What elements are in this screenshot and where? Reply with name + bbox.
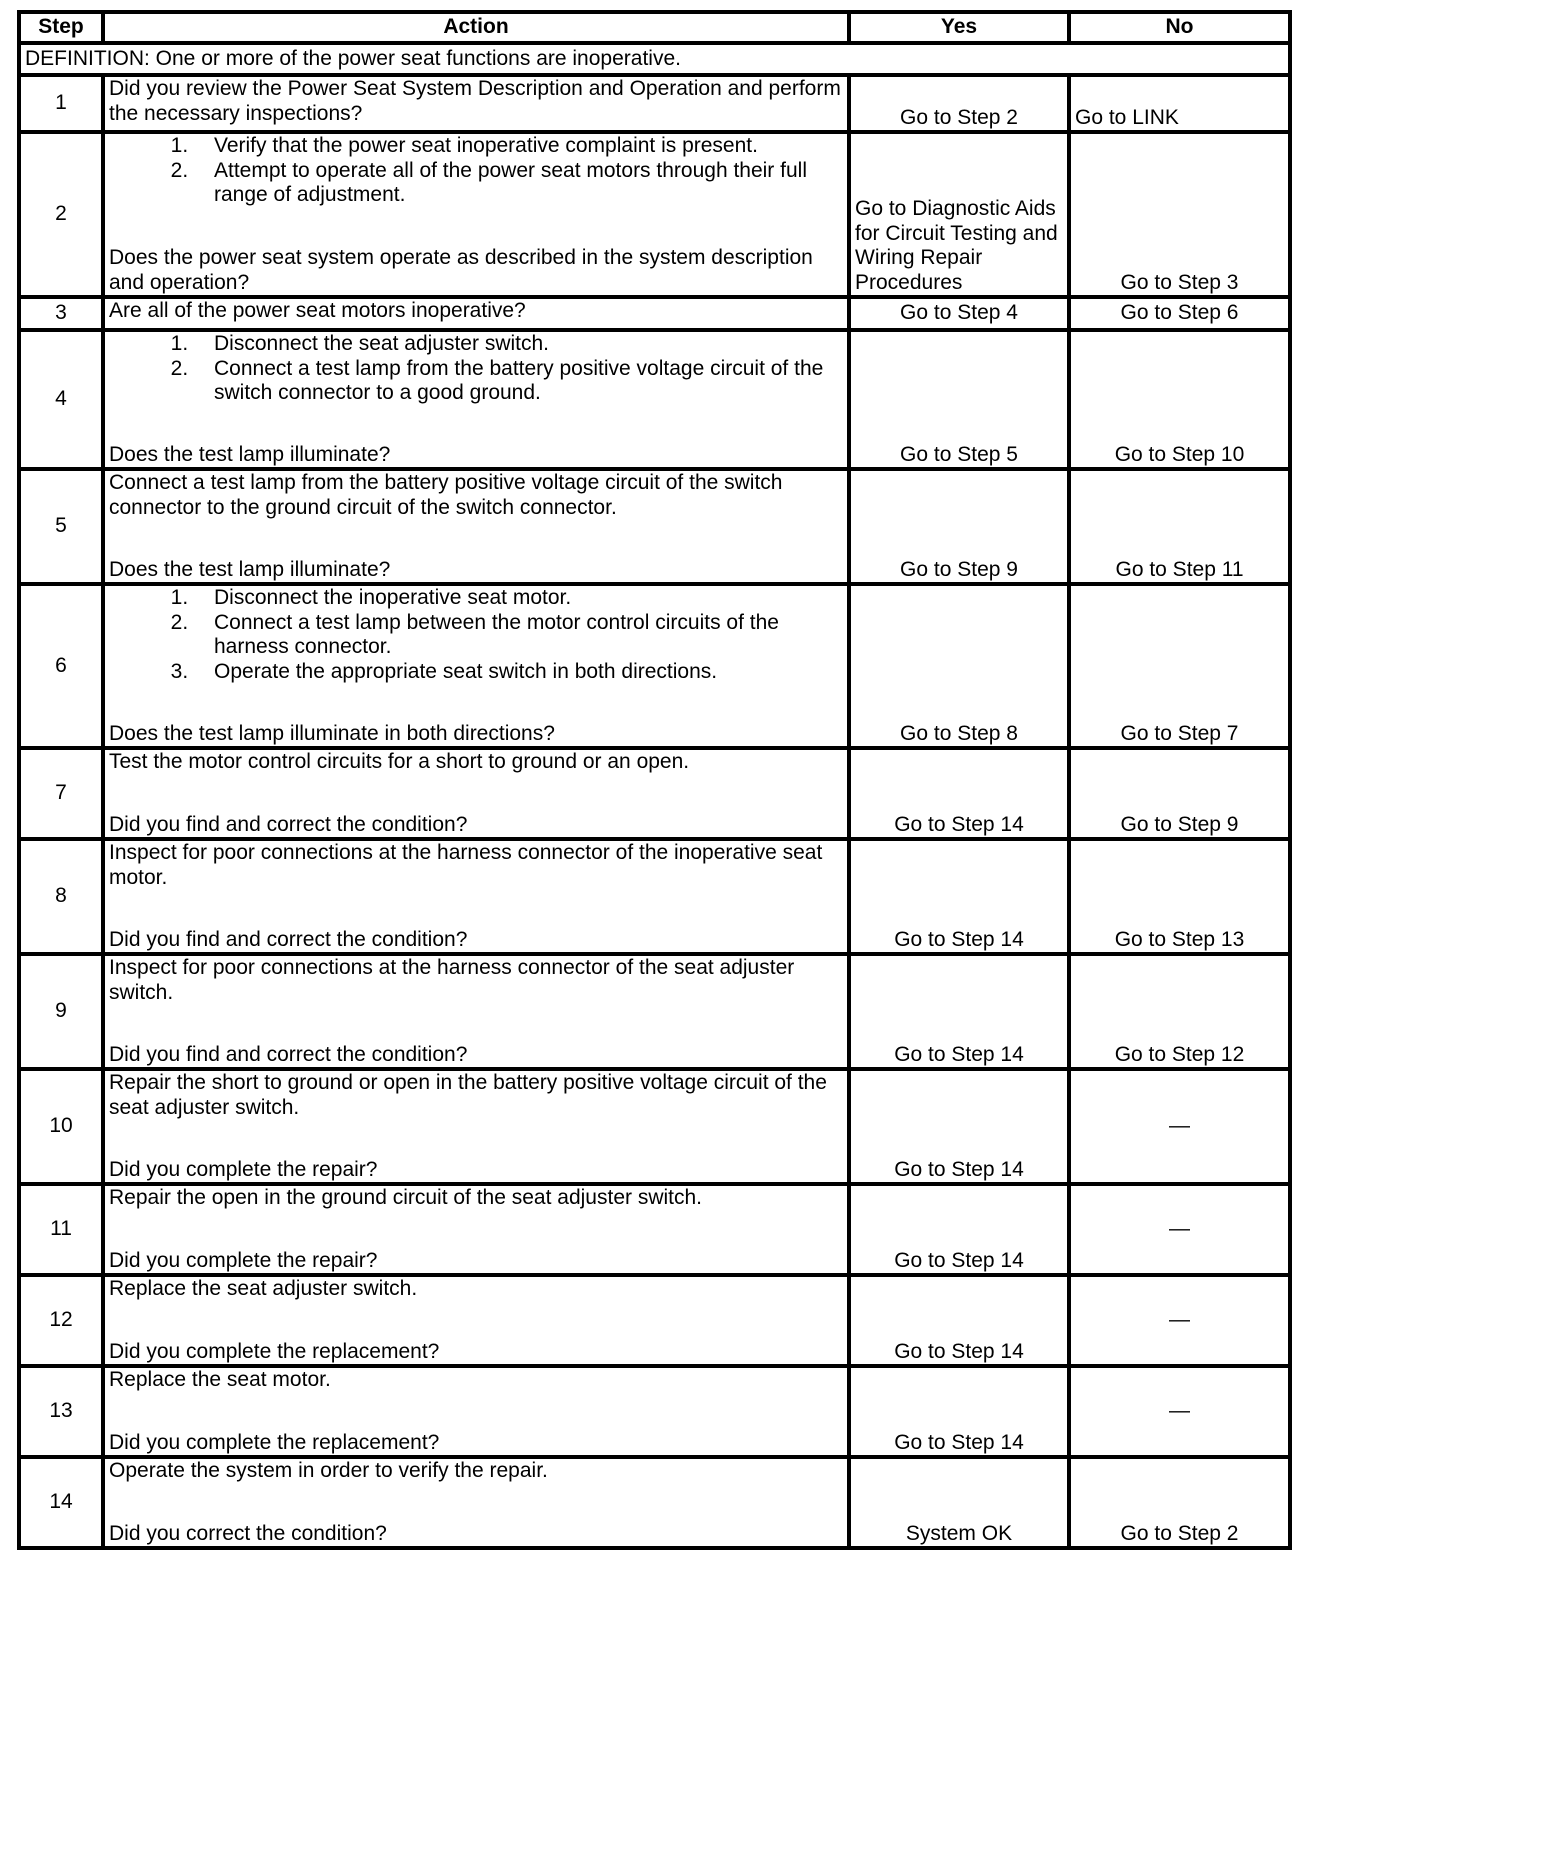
action-text: Test the motor control circuits for a short to ground or an open.: [109, 750, 690, 773]
yes-result: Go to Step 4: [849, 297, 1069, 330]
table-row: [19, 75, 1290, 132]
action-step-item: 2. Connect a test lamp between the motor control circuits of the harness connector.: [194, 611, 843, 660]
step-number: 13: [19, 1366, 103, 1457]
table-row: [19, 1184, 1290, 1275]
action-cell: [103, 839, 849, 954]
action-cell: [103, 75, 849, 132]
action-cell: [103, 132, 849, 297]
step-number: 10: [19, 1069, 103, 1184]
table-row: [19, 954, 1290, 1069]
table-row: [19, 469, 1290, 584]
no-result: —: [1069, 1366, 1290, 1457]
yes-result: Go to Step 14: [849, 1275, 1069, 1366]
action-cell: [103, 954, 849, 1069]
action-text: Repair the open in the ground circuit of the seat adjuster switch.: [109, 1186, 703, 1209]
action-cell: [103, 1184, 849, 1275]
action-text: Replace the seat adjuster switch.: [109, 1277, 418, 1300]
action-question: Did you find and correct the condition?: [109, 927, 468, 951]
action-cell: [103, 1275, 849, 1366]
yes-result: Go to Step 14: [849, 1366, 1069, 1457]
action-step-item: 2. Connect a test lamp from the battery positive voltage circuit of the switch connector to a good ground.: [194, 357, 843, 406]
step-number: 1: [19, 75, 103, 132]
action-question: Does the test lamp illuminate in both directions?: [109, 721, 555, 745]
action-steps-list: [109, 134, 843, 208]
no-result: —: [1069, 1069, 1290, 1184]
yes-result: Go to Step 14: [849, 954, 1069, 1069]
no-result: Go to Step 2: [1069, 1457, 1290, 1548]
action-question: Did you find and correct the condition?: [109, 1042, 468, 1066]
no-result: Go to Step 3: [1069, 132, 1290, 297]
step-number: 3: [19, 297, 103, 330]
no-result: Go to Step 11: [1069, 469, 1290, 584]
yes-result: System OK: [849, 1457, 1069, 1548]
action-cell: [103, 1366, 849, 1457]
yes-result: Go to Step 2: [849, 75, 1069, 132]
yes-result: Go to Step 5: [849, 330, 1069, 469]
table-row: [19, 297, 1290, 330]
action-text: Connect a test lamp from the battery positive voltage circuit of the switch connector to the ground circuit of the switch connector.: [109, 471, 783, 519]
no-result: Go to LINK: [1069, 75, 1290, 132]
no-result: —: [1069, 1275, 1290, 1366]
action-cell: [103, 469, 849, 584]
yes-result: Go to Step 14: [849, 1069, 1069, 1184]
header-no: No: [1069, 12, 1290, 43]
step-number: 6: [19, 584, 103, 748]
action-step-item: 2. Attempt to operate all of the power seat motors through their full range of adjustment.: [194, 159, 843, 208]
action-question: Did you complete the replacement?: [109, 1430, 440, 1454]
action-text: Operate the system in order to verify the repair.: [109, 1459, 548, 1482]
action-text: Are all of the power seat motors inoperative?: [109, 299, 526, 322]
action-text: Inspect for poor connections at the harness connector of the seat adjuster switch.: [109, 956, 795, 1004]
yes-result: Go to Step 14: [849, 1184, 1069, 1275]
action-question: Does the test lamp illuminate?: [109, 442, 391, 466]
action-step-item: 1. Disconnect the seat adjuster switch.: [194, 332, 843, 357]
action-question: Did you correct the condition?: [109, 1521, 387, 1545]
yes-result: Go to Step 14: [849, 748, 1069, 839]
definition-text: DEFINITION: One or more of the power seat functions are inoperative.: [19, 43, 1290, 75]
action-cell: [103, 748, 849, 839]
action-question: Did you find and correct the condition?: [109, 812, 468, 836]
action-step-item: 3. Operate the appropriate seat switch in both directions.: [194, 660, 843, 685]
action-cell: [103, 1457, 849, 1548]
action-step-item: 1. Disconnect the inoperative seat motor.: [194, 586, 843, 611]
action-text: Did you review the Power Seat System Description and Operation and perform the necessary inspections?: [109, 77, 841, 125]
action-steps-list: [109, 332, 843, 406]
yes-result: Go to Step 8: [849, 584, 1069, 748]
no-result: Go to Step 9: [1069, 748, 1290, 839]
action-question: Does the power seat system operate as described in the system description and operation?: [109, 246, 813, 294]
action-cell: [103, 297, 849, 330]
step-number: 14: [19, 1457, 103, 1548]
step-number: 7: [19, 748, 103, 839]
yes-result: Go to Diagnostic Aids for Circuit Testing and Wiring Repair Procedures: [849, 132, 1069, 297]
no-result: Go to Step 10: [1069, 330, 1290, 469]
action-steps-list: [109, 586, 843, 684]
table-row: [19, 1275, 1290, 1366]
no-result: —: [1069, 1184, 1290, 1275]
header-row: [19, 12, 1290, 43]
action-text: Inspect for poor connections at the harness connector of the inoperative seat motor.: [109, 841, 823, 889]
table-row: [19, 132, 1290, 297]
header-step: Step: [19, 12, 103, 43]
step-number: 8: [19, 839, 103, 954]
action-question: Did you complete the repair?: [109, 1157, 378, 1181]
action-question: Does the test lamp illuminate?: [109, 557, 391, 581]
header-yes: Yes: [849, 12, 1069, 43]
yes-result: Go to Step 14: [849, 839, 1069, 954]
no-result: Go to Step 12: [1069, 954, 1290, 1069]
step-number: 11: [19, 1184, 103, 1275]
action-cell: [103, 1069, 849, 1184]
action-step-item: 1. Verify that the power seat inoperative complaint is present.: [194, 134, 843, 159]
yes-result: Go to Step 9: [849, 469, 1069, 584]
table-row: [19, 1457, 1290, 1548]
step-number: 2: [19, 132, 103, 297]
action-cell: [103, 584, 849, 748]
action-question: Did you complete the replacement?: [109, 1339, 440, 1363]
step-number: 12: [19, 1275, 103, 1366]
no-result: Go to Step 6: [1069, 297, 1290, 330]
step-number: 9: [19, 954, 103, 1069]
no-result: Go to Step 7: [1069, 584, 1290, 748]
step-number: 4: [19, 330, 103, 469]
action-text: Repair the short to ground or open in the battery positive voltage circuit of the seat adjuster switch.: [109, 1071, 827, 1119]
table-row: [19, 584, 1290, 748]
table-row: [19, 839, 1290, 954]
header-action: Action: [103, 12, 849, 43]
action-question: Did you complete the repair?: [109, 1248, 378, 1272]
table-row: [19, 1366, 1290, 1457]
action-cell: [103, 330, 849, 469]
no-result: Go to Step 13: [1069, 839, 1290, 954]
table-row: [19, 1069, 1290, 1184]
step-number: 5: [19, 469, 103, 584]
definition-row: [19, 43, 1290, 75]
table-row: [19, 748, 1290, 839]
diagnostic-table: [17, 10, 1292, 1550]
action-text: Replace the seat motor.: [109, 1368, 331, 1391]
table-row: [19, 330, 1290, 469]
